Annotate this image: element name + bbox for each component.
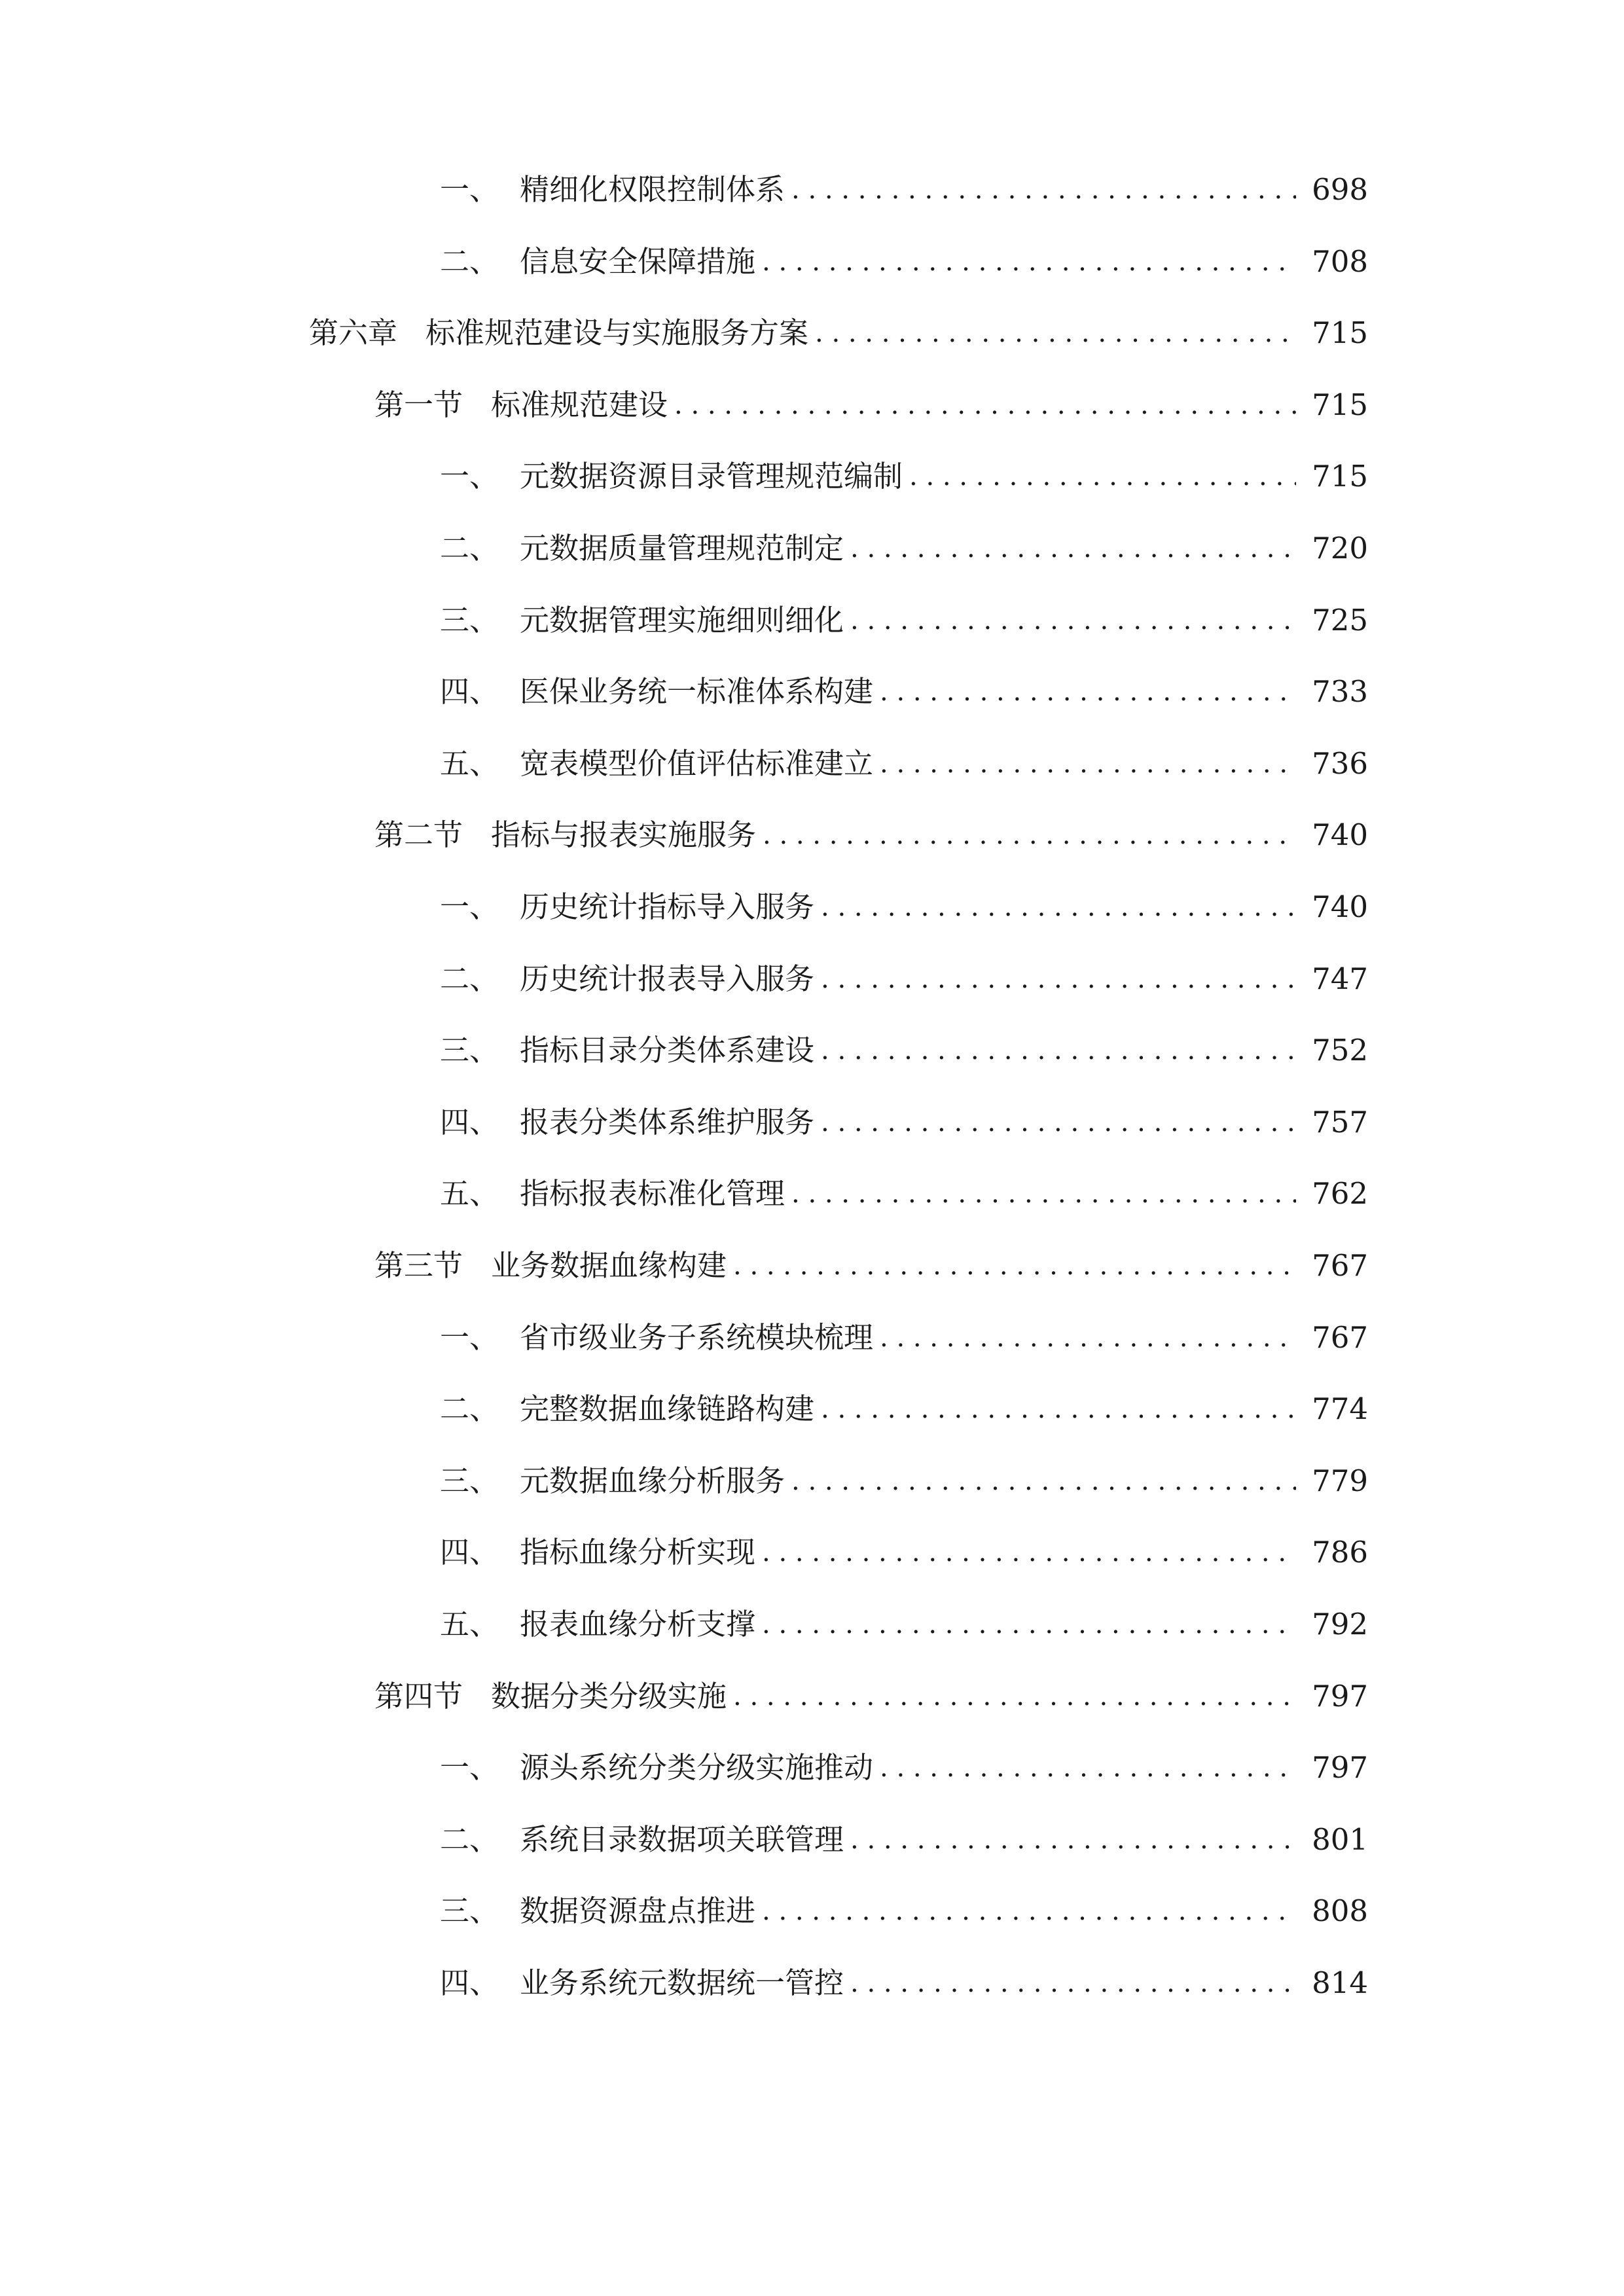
toc-dot-leader (762, 1595, 1296, 1654)
toc-dot-leader (880, 1738, 1296, 1797)
toc-entry[interactable] (440, 878, 1368, 937)
toc-dot-leader (850, 519, 1296, 578)
toc-entry-page-number: 797 (1312, 1750, 1368, 1785)
toc-entry-number: 一、 (440, 172, 499, 207)
toc-entry[interactable] (374, 1236, 1368, 1295)
toc-entry[interactable] (440, 1452, 1368, 1511)
toc-entry-page-number: 808 (1312, 1893, 1368, 1929)
toc-entry-number: 第四节 (374, 1678, 463, 1713)
toc-entry-title: 省市级业务子系统模块梳理 (520, 1319, 874, 1355)
toc-entry-title: 指标目录分类体系建设 (520, 1033, 815, 1068)
toc-dot-leader (733, 1667, 1296, 1726)
toc-entry-page-number: 715 (1312, 459, 1368, 494)
toc-entry-number: 二、 (440, 531, 499, 565)
toc-entry[interactable] (374, 806, 1368, 865)
toc-entry[interactable] (440, 1595, 1368, 1654)
toc-dot-leader (821, 1093, 1296, 1152)
toc-dot-leader (821, 1380, 1296, 1439)
toc-entry-title: 指标血缘分析实现 (520, 1535, 756, 1570)
toc-entry-number: 四、 (440, 1535, 499, 1570)
toc-entry-number: 第三节 (374, 1248, 463, 1283)
toc-entry-number: 四、 (440, 1965, 499, 2000)
toc-entry[interactable] (440, 1523, 1368, 1582)
toc-entry-page-number: 767 (1312, 1319, 1368, 1355)
toc-entry-title: 数据资源盘点推进 (520, 1893, 756, 1929)
toc-entry-number: 四、 (440, 1104, 499, 1139)
toc-entry-page-number: 733 (1312, 674, 1368, 709)
toc-dot-leader (821, 950, 1296, 1009)
toc-entry-page-number: 725 (1312, 602, 1368, 637)
toc-entry[interactable] (440, 160, 1368, 219)
toc-entry-title: 元数据管理实施细则细化 (520, 602, 844, 637)
toc-entry-page-number: 752 (1312, 1033, 1368, 1068)
toc-entry-number: 五、 (440, 1176, 499, 1211)
toc-dot-leader (880, 662, 1296, 721)
toc-entry-title: 报表血缘分析支撑 (520, 1607, 756, 1641)
toc-entry-title: 完整数据血缘链路构建 (520, 1391, 815, 1427)
toc-entry[interactable] (440, 1738, 1368, 1797)
toc-entry-number: 四、 (440, 674, 499, 709)
toc-dot-leader (733, 1236, 1296, 1295)
toc-entry-page-number: 747 (1312, 961, 1368, 996)
toc-entry[interactable] (440, 1380, 1368, 1439)
toc-entry-number: 第六章 (309, 315, 398, 351)
toc-entry[interactable] (440, 950, 1368, 1009)
toc-dot-leader (674, 376, 1296, 435)
toc-dot-leader (791, 1452, 1296, 1511)
toc-entry-number: 一、 (440, 889, 499, 924)
toc-entry-number: 三、 (440, 602, 499, 637)
toc-entry-number: 三、 (440, 1463, 499, 1498)
toc-entry-title: 医保业务统一标准体系构建 (520, 674, 874, 709)
toc-entry-page-number: 698 (1312, 172, 1368, 207)
toc-entry[interactable] (374, 376, 1368, 435)
toc-entry-number: 一、 (440, 459, 499, 494)
toc-entry-number: 二、 (440, 243, 499, 279)
toc-dot-leader (762, 1882, 1296, 1941)
toc-entry[interactable] (440, 1810, 1368, 1869)
toc-dot-leader (791, 160, 1296, 219)
toc-entry-page-number: 720 (1312, 531, 1368, 565)
toc-dot-leader (850, 1810, 1296, 1869)
toc-entry-title: 元数据资源目录管理规范编制 (520, 459, 903, 494)
toc-entry[interactable] (440, 1164, 1368, 1223)
toc-entry-title: 精细化权限控制体系 (520, 172, 785, 207)
toc-entry-page-number: 774 (1312, 1391, 1368, 1427)
toc-entry-title: 元数据质量管理规范制定 (520, 531, 844, 565)
toc-entry-title: 元数据血缘分析服务 (520, 1463, 785, 1498)
toc-entry-number: 二、 (440, 1391, 499, 1427)
toc-entry-title: 指标与报表实施服务 (491, 817, 757, 853)
toc-entry-title: 报表分类体系维护服务 (520, 1104, 815, 1139)
toc-dot-leader (821, 878, 1296, 937)
toc-entry[interactable] (440, 591, 1368, 650)
toc-entry-title: 源头系统分类分级实施推动 (520, 1750, 874, 1785)
toc-dot-leader (762, 1523, 1296, 1582)
toc-entry[interactable] (440, 519, 1368, 578)
toc-dot-leader (850, 1954, 1296, 2013)
toc-entry-number: 五、 (440, 745, 499, 781)
toc-entry-title: 系统目录数据项关联管理 (520, 1821, 844, 1857)
toc-entry-page-number: 797 (1312, 1678, 1368, 1713)
toc-entry[interactable] (440, 1882, 1368, 1941)
toc-entry[interactable] (440, 1308, 1368, 1367)
toc-entry-page-number: 786 (1312, 1535, 1368, 1570)
toc-entry-page-number: 715 (1312, 387, 1368, 422)
toc-dot-leader (880, 1308, 1296, 1367)
toc-entry-number: 第一节 (374, 387, 463, 422)
toc-entry[interactable] (309, 304, 1368, 363)
toc-entry-title: 业务数据血缘构建 (491, 1248, 727, 1283)
toc-entry-title: 标准规范建设 (491, 387, 668, 422)
toc-entry-page-number: 762 (1312, 1176, 1368, 1211)
toc-entry-title: 数据分类分级实施 (491, 1678, 727, 1713)
toc-entry[interactable] (440, 232, 1368, 291)
toc-entry-title: 指标报表标准化管理 (520, 1176, 785, 1211)
toc-entry-title: 标准规范建设与实施服务方案 (425, 315, 809, 351)
toc-dot-leader (880, 734, 1296, 793)
toc-entry[interactable] (374, 1667, 1368, 1726)
toc-entry-number: 三、 (440, 1033, 499, 1068)
toc-entry-page-number: 715 (1312, 315, 1368, 351)
toc-entry-number: 一、 (440, 1750, 499, 1785)
toc-entry[interactable] (440, 1021, 1368, 1080)
toc-entry[interactable] (440, 447, 1368, 506)
toc-entry-page-number: 792 (1312, 1607, 1368, 1641)
toc-entry-number: 二、 (440, 961, 499, 996)
toc-dot-leader (909, 447, 1296, 506)
toc-entry-title: 历史统计报表导入服务 (520, 961, 815, 996)
toc-entry-page-number: 814 (1312, 1965, 1368, 2000)
toc-dot-leader (763, 806, 1296, 865)
toc-entry-page-number: 708 (1312, 243, 1368, 279)
toc-entry-number: 三、 (440, 1893, 499, 1929)
toc-entry-page-number: 757 (1312, 1104, 1368, 1139)
toc-entry[interactable] (440, 734, 1368, 793)
toc-entry-page-number: 740 (1312, 817, 1368, 853)
toc-entry-title: 业务系统元数据统一管控 (520, 1965, 844, 2000)
toc-entry-page-number: 801 (1312, 1821, 1368, 1857)
toc-entry-number: 二、 (440, 1821, 499, 1857)
toc-entry-number: 一、 (440, 1319, 499, 1355)
toc-entry-title: 信息安全保障措施 (520, 243, 756, 279)
toc-entry[interactable] (440, 1093, 1368, 1152)
toc-dot-leader (850, 591, 1296, 650)
toc-dot-leader (791, 1164, 1296, 1223)
toc-entry[interactable] (440, 662, 1368, 721)
toc-entry-number: 第二节 (374, 817, 463, 853)
toc-entry-page-number: 736 (1312, 745, 1368, 781)
toc-entry-title: 宽表模型价值评估标准建立 (520, 745, 874, 781)
toc-dot-leader (762, 232, 1296, 291)
toc-dot-leader (815, 304, 1296, 363)
toc-entry-page-number: 740 (1312, 889, 1368, 924)
toc-entry-number: 五、 (440, 1607, 499, 1641)
toc-dot-leader (821, 1021, 1296, 1080)
toc-entry[interactable] (440, 1954, 1368, 2013)
toc-entry-page-number: 767 (1312, 1248, 1368, 1283)
toc-entry-title: 历史统计指标导入服务 (520, 889, 815, 924)
toc-entry-page-number: 779 (1312, 1463, 1368, 1498)
